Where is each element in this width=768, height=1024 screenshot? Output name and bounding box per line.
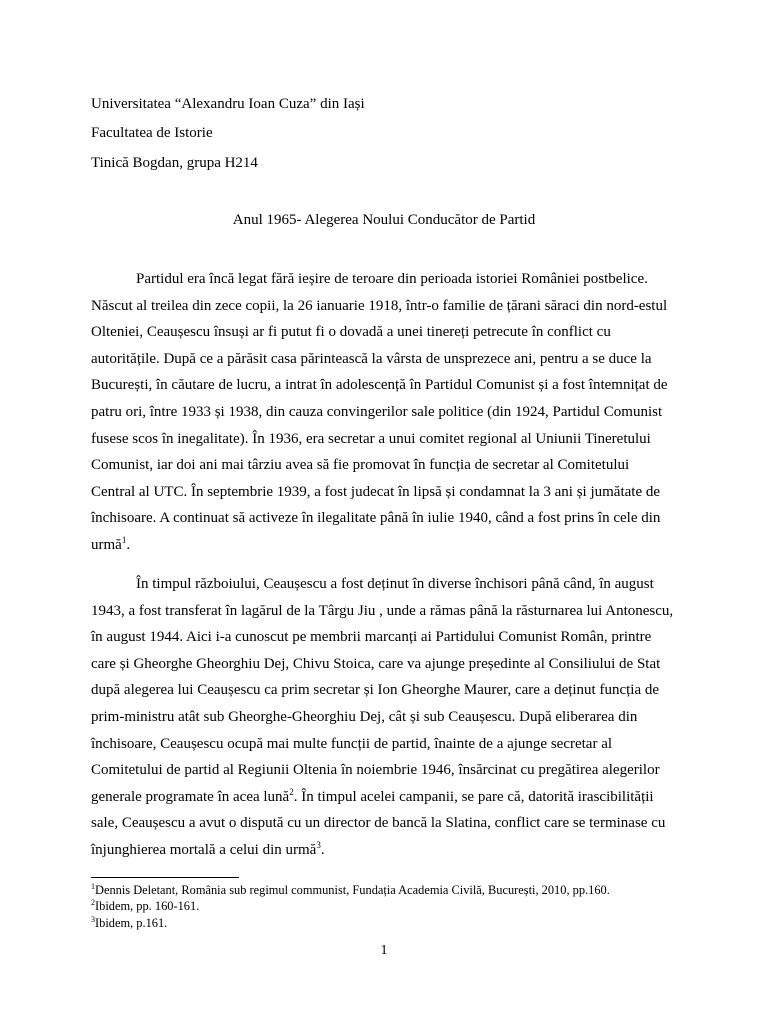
paragraph-line: Olteniei, Ceaușescu însuși ar fi putut fi o dovadă a unei tinereți petrecute în conflict cu xyxy=(91,324,611,341)
paragraph-line: care și Gheorghe Gheorghiu Dej, Chivu Stoica, care va ajunge președinte al Consiliului de Stat xyxy=(91,655,661,672)
paragraph-line: Central al UTC. În septembrie 1939, a fost judecat în lipsă și condamnat la 3 ani și jumătate de xyxy=(91,483,661,500)
footnotes xyxy=(91,882,610,931)
footnote-text: Dennis Deletant, România sub regimul communist, Fundația Academia Civilă, București, 2010, pp.160. xyxy=(95,883,610,897)
paragraph-1 xyxy=(91,266,678,559)
footnote-3 xyxy=(91,915,610,931)
paragraph-line xyxy=(91,784,678,811)
paragraph-line: Comitetului de partid al Regiunii Oltenia în noiembrie 1946, însărcinat cu pregătirea alegerilor xyxy=(91,762,660,779)
footnote-marker: 3 xyxy=(91,914,95,924)
paragraph-line: 1943, a fost transferat în lagărul de la Târgu Jiu , unde a rămas până la răsturnarea lui Antonescu, xyxy=(91,602,674,619)
footnote-reference[interactable]: 3 xyxy=(316,839,321,850)
paragraph-line: după alegerea lui Ceaușescu ca prim secretar și Ion Gheorghe Maurer, care a deținut funcția de xyxy=(91,682,660,699)
footnote-reference[interactable]: 2 xyxy=(289,786,294,797)
paragraph-text: . În timpul acelei campanii, se pare că, datorită irascibilității xyxy=(293,788,654,805)
paragraph-line: Născut al treilea din zece copii, la 26 ianuarie 1918, într-o familie de țărani săraci din nord-estul xyxy=(91,297,668,314)
paragraph-text: înjunghierea mortală a celui din urmă xyxy=(91,841,317,858)
punctuation: . xyxy=(320,841,325,858)
paragraph-text: urmă xyxy=(91,536,122,553)
page-number: 1 xyxy=(380,943,388,958)
paragraph-line: prim-ministru atât sub Gheorghe-Gheorghiu Dej, cât și sub Ceaușescu. După eliberarea din xyxy=(91,708,638,725)
paragraph-line: Comunist, iar doi ani mai târziu avea să fie promovat în funcția de secretar al Comitetului xyxy=(91,457,630,474)
university-line: Universitatea “Alexandru Ioan Cuza” din Iași xyxy=(91,96,365,112)
footnote-marker: 2 xyxy=(91,898,95,908)
paragraph-line: București, în căutare de lucru, a intrat în adolescență în Partidul Comunist și a fost întemnițat de xyxy=(91,377,668,394)
punctuation: . xyxy=(126,536,131,553)
footnote-text: Ibidem, pp. 160-161. xyxy=(95,899,200,914)
footnote-2 xyxy=(91,898,610,914)
paragraph-line: patru ori, între 1933 și 1938, din cauza convingerilor sale politice (din 1924, Partidul Comunist xyxy=(91,403,663,420)
footnote-reference[interactable]: 1 xyxy=(121,534,127,545)
paragraph-line: în august 1944. Aici i-a cunoscut pe membrii marcanți ai Partidului Comunist Român, printre xyxy=(91,629,652,646)
footnote-separator xyxy=(91,877,239,878)
paragraph-line: În timpul războiului, Ceaușescu a fost deținut în diverse închisori până când, în august xyxy=(136,576,654,592)
author-line: Tinică Bogdan, grupa H214 xyxy=(91,155,258,171)
paragraph-line: închisoare. A continuat să activeze în ilegalitate până în iulie 1940, când a fost prins în cele din xyxy=(91,510,661,527)
paragraph-line: Partidul era încă legat fără ieșire de teroare din perioada istoriei României postbelice. xyxy=(136,271,648,287)
paragraph-2 xyxy=(91,571,678,864)
paragraph-line xyxy=(91,837,678,864)
paragraph-line: sale, Ceaușescu a avut o dispută cu un director de bancă la Slatina, conflict care se terminase cu xyxy=(91,815,666,832)
footnote-1 xyxy=(91,882,610,898)
document-title: Anul 1965- Alegerea Noului Conducător de Partid xyxy=(232,212,536,228)
paragraph-line: autoritățile. După ce a părăsit casa părintească la vârsta de unsprezece ani, pentru a se duce la xyxy=(91,350,652,367)
footnote-text: Ibidem, p.161. xyxy=(95,915,168,930)
paragraph-line: închisoare, Ceaușescu ocupă mai multe funcții de partid, înainte de a ajunge secretar al xyxy=(91,735,613,752)
paragraph-text: generale programate în acea lună xyxy=(91,788,290,805)
paragraph-line xyxy=(91,532,678,559)
faculty-line: Facultatea de Istorie xyxy=(91,125,213,141)
footnote-marker: 1 xyxy=(91,881,95,891)
paragraph-line: fusese scos în inegalitate). În 1936, era secretar a unui comitet regional al Uniunii Tineretului xyxy=(91,430,651,447)
